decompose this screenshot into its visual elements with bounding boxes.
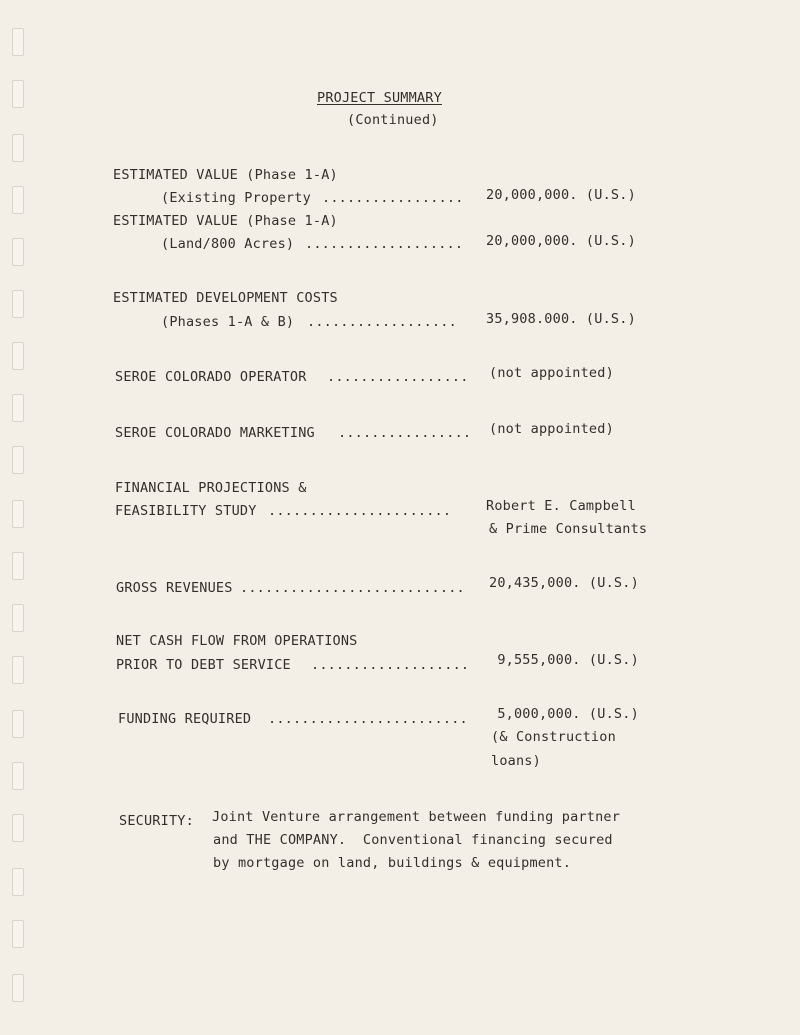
leader-dots: ..................: [307, 314, 457, 330]
entry-label: ESTIMATED VALUE (Phase 1-A): [113, 213, 338, 229]
leader-dots: ................: [338, 425, 472, 441]
binder-hole: [12, 974, 24, 1002]
leader-dots: ...................: [311, 657, 470, 673]
leader-dots: .................: [322, 190, 464, 206]
entry-detail: (Phases 1-A & B): [161, 314, 295, 330]
binder-hole: [12, 342, 24, 370]
leader-dots: .................: [327, 369, 469, 385]
binder-hole: [12, 134, 24, 162]
leader-dots: ...................: [305, 236, 464, 252]
entry-label: FINANCIAL PROJECTIONS &: [115, 480, 307, 496]
binder-hole: [12, 500, 24, 528]
binder-hole: [12, 868, 24, 896]
entry-value: (not appointed): [489, 421, 614, 437]
binder-hole: [12, 186, 24, 214]
entry-value: 35,908.000. (U.S.): [486, 311, 636, 327]
entry-label: GROSS REVENUES: [116, 580, 233, 596]
page-subtitle: (Continued): [347, 112, 439, 128]
binder-hole: [12, 920, 24, 948]
leader-dots: ......................: [268, 503, 452, 519]
security-label: SECURITY:: [119, 813, 194, 829]
binder-hole: [12, 28, 24, 56]
binder-hole: [12, 552, 24, 580]
binder-hole: [12, 238, 24, 266]
entry-value: 20,435,000. (U.S.): [489, 575, 639, 591]
entry-value: 9,555,000. (U.S.): [489, 652, 639, 668]
entry-detail: FEASIBILITY STUDY: [115, 503, 257, 519]
entry-detail: (Existing Property: [161, 190, 311, 206]
page-title: PROJECT SUMMARY: [317, 90, 442, 106]
binder-hole: [12, 604, 24, 632]
entry-value: 20,000,000. (U.S.): [486, 233, 636, 249]
entry-value-continued: (& Construction: [491, 729, 616, 745]
entry-value: 5,000,000. (U.S.): [489, 706, 639, 722]
security-text-line: and THE COMPANY. Conventional financing secured: [213, 832, 613, 848]
security-text-line: Joint Venture arrangement between funding partner: [212, 809, 621, 825]
binder-hole: [12, 656, 24, 684]
entry-label: NET CASH FLOW FROM OPERATIONS: [116, 633, 358, 649]
entry-value: 20,000,000. (U.S.): [486, 187, 636, 203]
binder-hole: [12, 710, 24, 738]
entry-value: (not appointed): [489, 365, 614, 381]
entry-value-continued: loans): [491, 753, 541, 769]
entry-label: ESTIMATED VALUE (Phase 1-A): [113, 167, 338, 183]
entry-label: SEROE COLORADO OPERATOR: [115, 369, 307, 385]
entry-label: ESTIMATED DEVELOPMENT COSTS: [113, 290, 338, 306]
entry-value: Robert E. Campbell: [486, 498, 636, 514]
entry-value-continued: & Prime Consultants: [489, 521, 648, 537]
leader-dots: ........................: [268, 711, 468, 727]
leader-dots: ...........................: [240, 580, 465, 596]
entry-detail: PRIOR TO DEBT SERVICE: [116, 657, 291, 673]
binder-hole: [12, 80, 24, 108]
entry-label: FUNDING REQUIRED: [118, 711, 252, 727]
entry-label: SEROE COLORADO MARKETING: [115, 425, 315, 441]
binder-hole: [12, 446, 24, 474]
binder-hole: [12, 762, 24, 790]
binder-hole: [12, 290, 24, 318]
entry-detail: (Land/800 Acres): [161, 236, 295, 252]
security-text-line: by mortgage on land, buildings & equipment.: [213, 855, 572, 871]
binder-hole: [12, 814, 24, 842]
binder-hole: [12, 394, 24, 422]
